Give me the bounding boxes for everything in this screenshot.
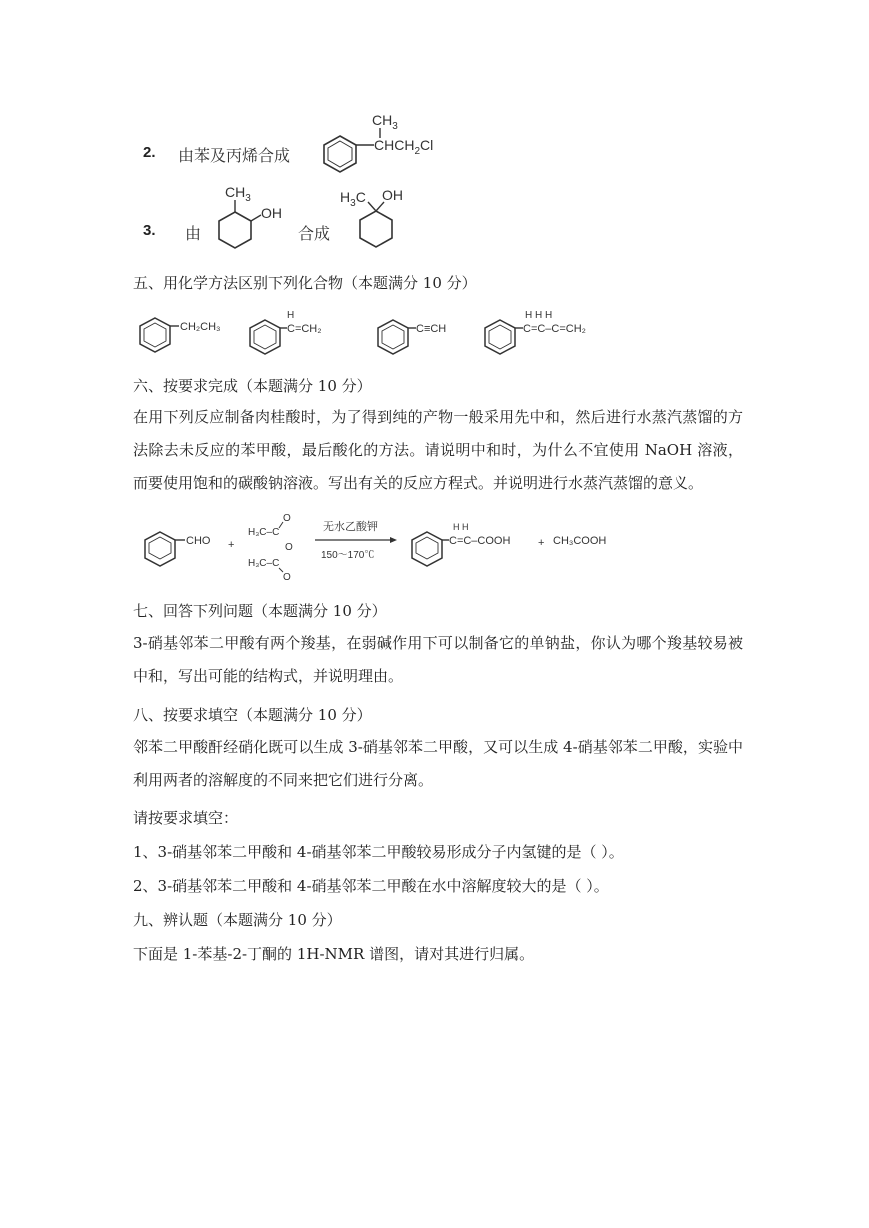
q3-product-structure bbox=[328, 185, 423, 265]
section9-title: 九、辨认题（本题满分 10 分） bbox=[133, 911, 342, 929]
section8-title: 八、按要求填空（本题满分 10 分） bbox=[133, 706, 372, 724]
product-cinnamic-acid: C=C–COOH bbox=[449, 535, 511, 547]
anhydride-top: H₃C–C bbox=[248, 527, 280, 538]
section5-title: 五、用化学方法区别下列化合物（本题满分 10 分） bbox=[133, 274, 477, 292]
q2-aromatic-ring bbox=[328, 141, 352, 167]
q2-text: 由苯及丙烯合成 bbox=[178, 146, 291, 165]
q3-reactant-structure bbox=[205, 182, 300, 262]
section9-body: 下面是 1-苯基-2-丁酮的 1H-NMR 谱图，请对其进行归属。 bbox=[133, 945, 535, 963]
byproduct-acetic-acid: CH₃COOH bbox=[553, 535, 607, 547]
svg-text:H: H bbox=[287, 310, 295, 321]
q3-middle: 合成 bbox=[298, 224, 331, 243]
svg-text:H H H: H H H bbox=[525, 310, 553, 321]
compound-ethylbenzene bbox=[140, 318, 221, 352]
svg-text:H H: H H bbox=[453, 522, 469, 532]
section6-reaction bbox=[135, 508, 625, 583]
svg-text:O: O bbox=[285, 542, 293, 553]
q3-reactant-ch3: $CH_3$ bbox=[225, 184, 251, 204]
svg-text:C≡CH: C≡CH bbox=[416, 323, 447, 335]
q3-prefix: 由 bbox=[185, 224, 202, 243]
temperature-label: 150～170℃ bbox=[321, 550, 375, 561]
q2-target-structure bbox=[310, 108, 460, 178]
compound-phenylacetylene bbox=[378, 320, 446, 354]
q3-product-h3c: $H_3C$ bbox=[340, 189, 366, 209]
q3-number: 3. bbox=[143, 222, 156, 239]
plus-1: + bbox=[228, 539, 235, 551]
q3-product-oh: OH bbox=[382, 187, 403, 203]
q2-number: 2. bbox=[143, 144, 156, 161]
q2-chain-label: $CHCH_2Cl$ bbox=[374, 137, 434, 157]
q3-reactant-oh: OH bbox=[261, 205, 282, 221]
anhydride-bottom: H₃C–C bbox=[248, 558, 280, 569]
plus-2: + bbox=[538, 537, 545, 549]
reactant-benzaldehyde: CHO bbox=[186, 535, 211, 547]
section6-title: 六、按要求完成（本题满分 10 分） bbox=[133, 377, 372, 395]
svg-text:O: O bbox=[283, 572, 291, 583]
compound-phenylbutadiene bbox=[485, 310, 586, 354]
catalyst-label: 无水乙酸钾 bbox=[323, 521, 378, 533]
section8-body: 邻苯二甲酸酐经硝化既可以生成 3-硝基邻苯二甲酸，又可以生成 4-硝基邻苯二甲酸，实验中利用两者的溶解度的不同来把它们进行分离。 bbox=[133, 738, 743, 789]
section8-item-2: 2、3-硝基邻苯二甲酸和 4-硝基邻苯二甲酸在水中溶解度较大的是（ ）。 bbox=[133, 877, 609, 895]
section7-title: 七、回答下列问题（本题满分 10 分） bbox=[133, 602, 387, 620]
section5-compounds bbox=[135, 305, 615, 360]
compound-styrene bbox=[250, 310, 322, 354]
svg-text:CH₂CH₃: CH₂CH₃ bbox=[180, 321, 221, 333]
q2-ch3-label: $CH_3$ bbox=[372, 112, 398, 132]
svg-text:O: O bbox=[283, 513, 291, 524]
section8-prompt: 请按要求填空： bbox=[133, 809, 239, 827]
section6-body: 在用下列反应制备肉桂酸时，为了得到纯的产物一般采用先中和，然后进行水蒸汽蒸馏的方法除去未反应的苯甲酸，最后酸化的方法。请说明中和时，为什么不宜使用 NaOH 溶液，而要使用饱和的碳酸钠溶液。写出有关的反应方程式。并说明进行水蒸汽蒸馏的意义。 bbox=[133, 408, 743, 492]
svg-text:C=C–C=CH₂: C=C–C=CH₂ bbox=[523, 323, 586, 335]
svg-text:C=CH₂: C=CH₂ bbox=[287, 323, 322, 335]
section7-body: 3-硝基邻苯二甲酸有两个羧基，在弱碱作用下可以制备它的单钠盐，你认为哪个羧基较易被中和，写出可能的结构式，并说明理由。 bbox=[133, 634, 743, 685]
section8-item-1: 1、3-硝基邻苯二甲酸和 4-硝基邻苯二甲酸较易形成分子内氢键的是（ ）。 bbox=[133, 843, 624, 861]
